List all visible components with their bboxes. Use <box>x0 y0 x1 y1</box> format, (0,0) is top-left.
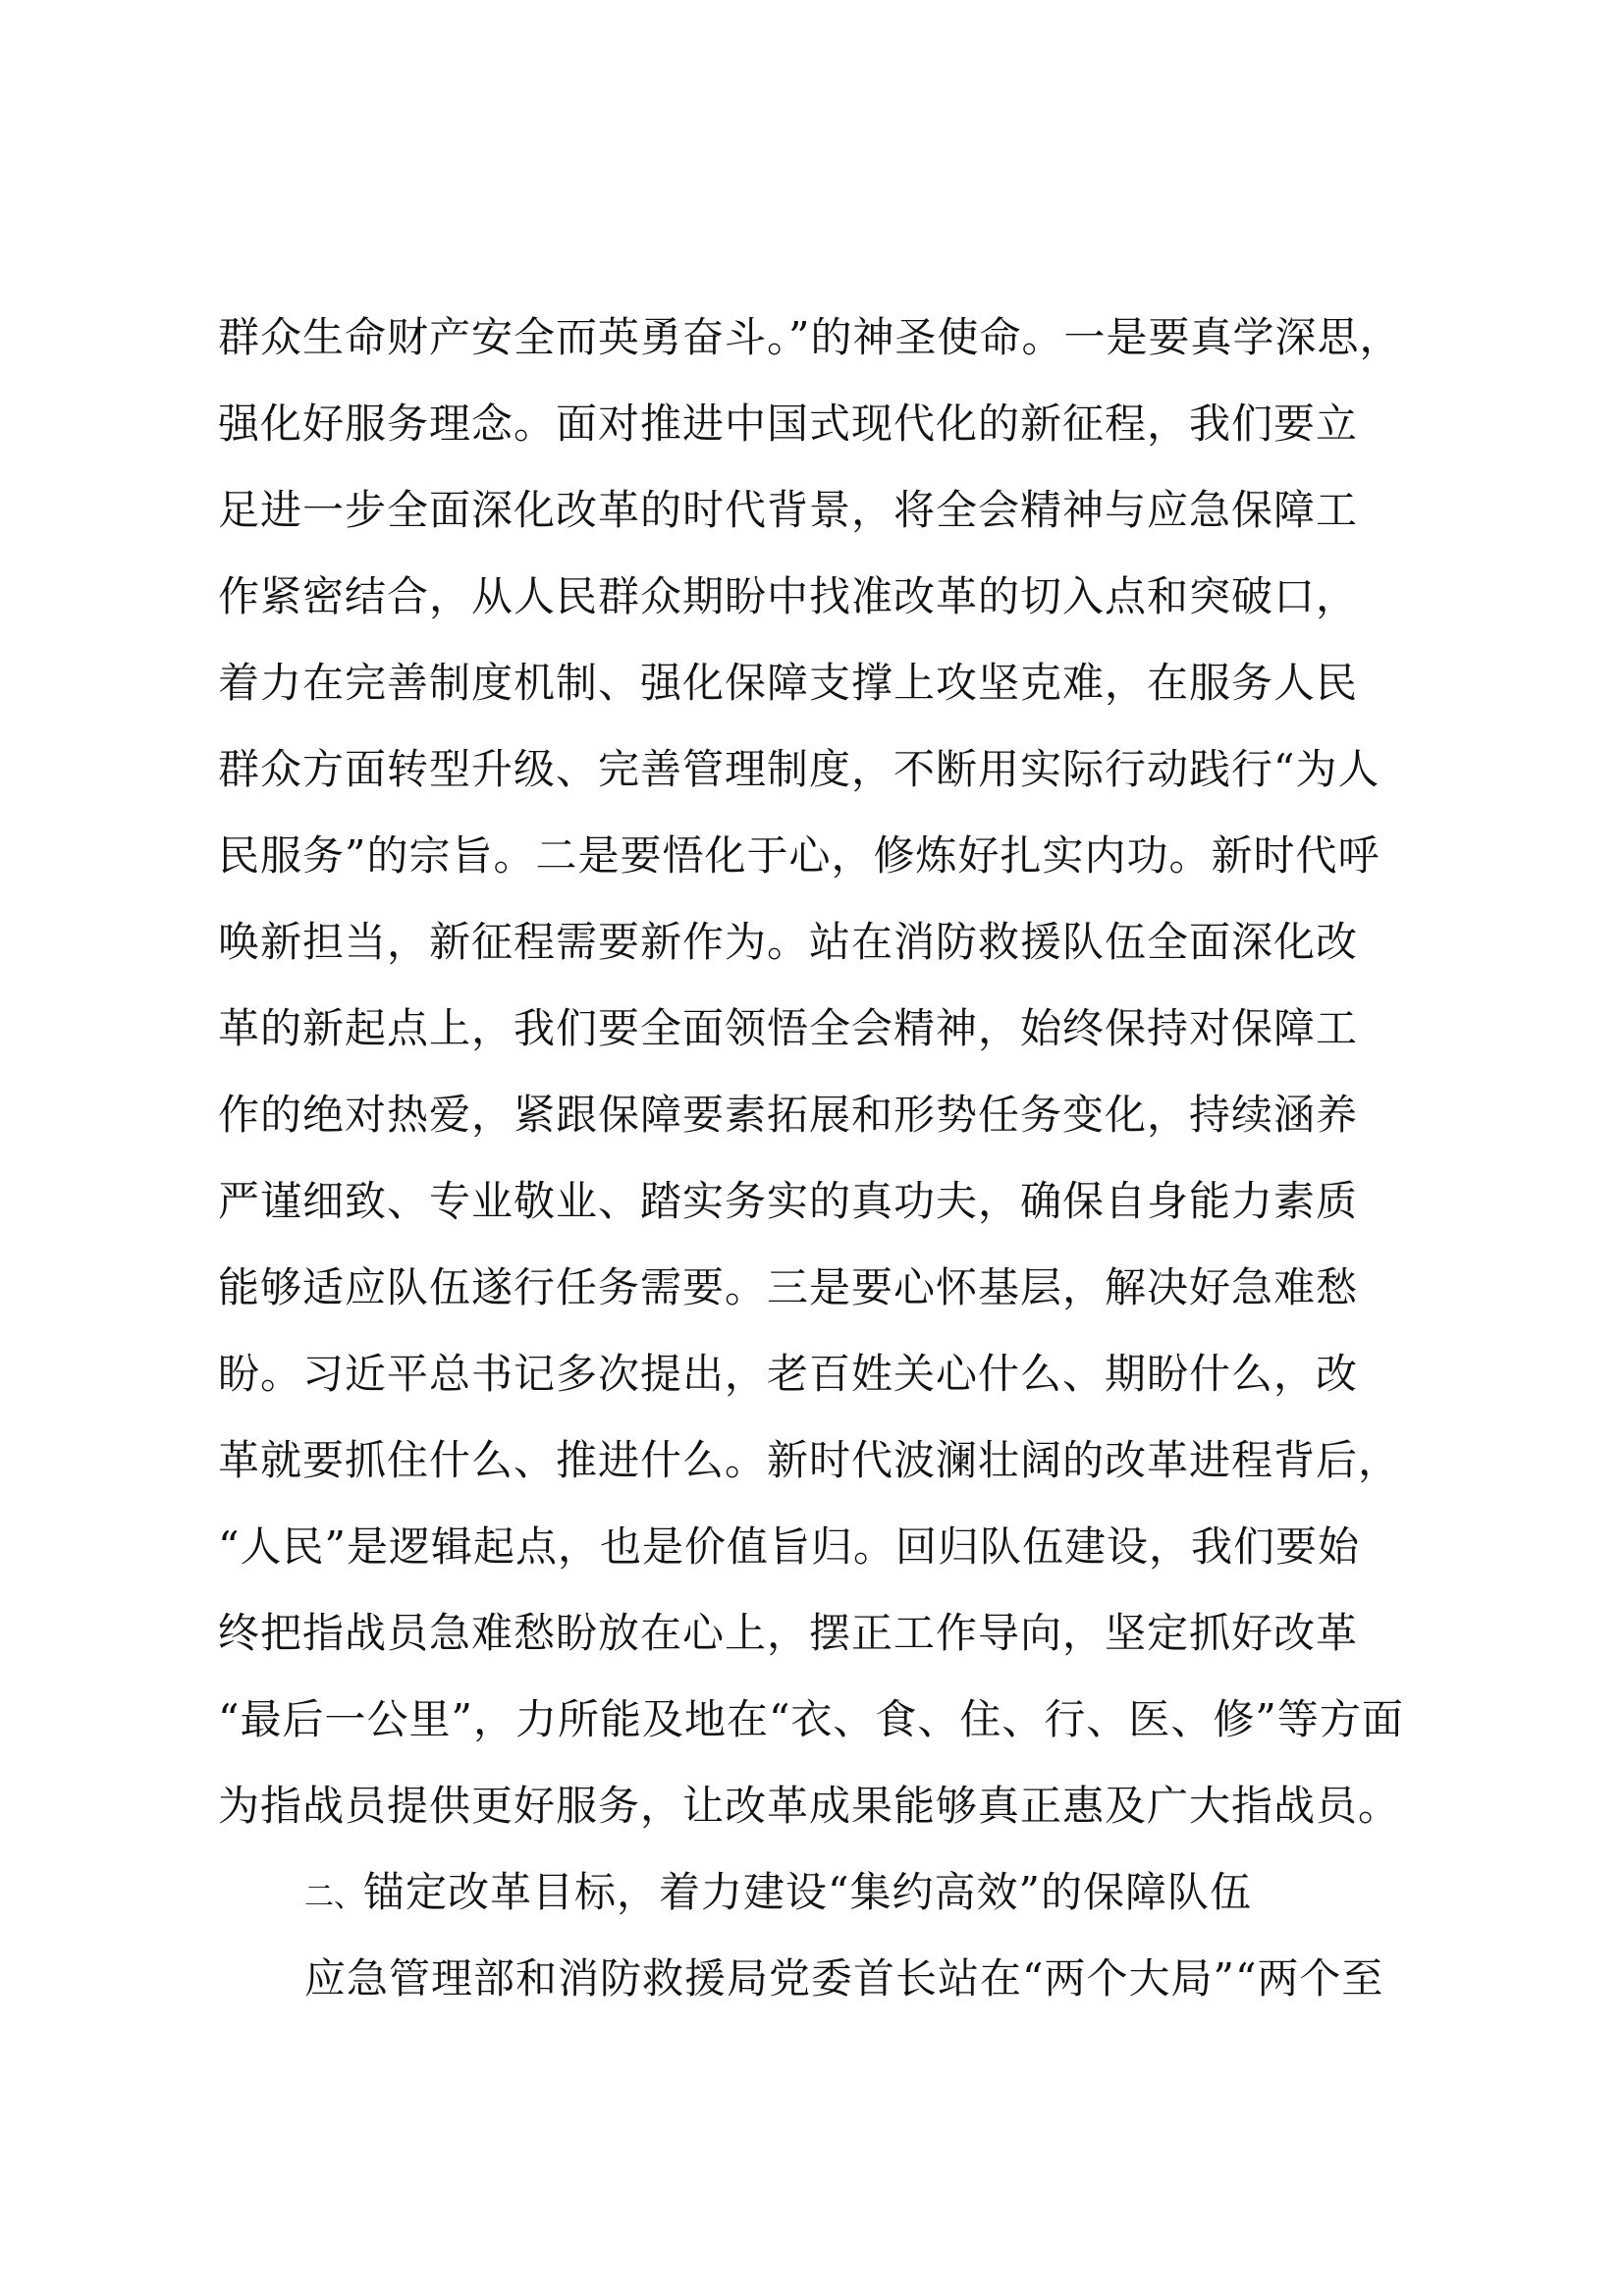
body-line-last: 应急管理部和消防救援局党委首长站在“两个大局”“两个至 <box>304 1954 1384 2002</box>
body-line-18: 为指战员提供更好服务，让改革成果能够真正惠及广大指战员。 <box>218 1782 1401 1830</box>
body-line-8: 唤新担当，新征程需要新作为。站在消防救援队伍全面深化改 <box>218 918 1359 966</box>
section-heading <box>304 1863 1252 1922</box>
body-line-6: 群众方面转型升级、完善管理制度，不断用实际行动践行“为人 <box>218 745 1380 793</box>
section-heading-number: 二、 <box>304 1880 363 1914</box>
body-line-1: 群众生命财产安全而英勇奋斗。”的神圣使命。一是要真学深思， <box>218 313 1402 361</box>
body-line-3: 足进一步全面深化改革的时代背景，将全会精神与应急保障工 <box>218 486 1359 534</box>
body-line-10: 作的绝对热爱，紧跟保障要素拓展和形势任务变化，持续涵养 <box>218 1091 1359 1139</box>
body-line-5: 着力在完善制度机制、强化保障支撑上攻坚克难，在服务人民 <box>218 659 1359 707</box>
body-line-9: 革的新起点上，我们要全面领悟全会精神，始终保持对保障工 <box>218 1004 1359 1052</box>
body-line-13: 盼。习近平总书记多次提出，老百姓关心什么、期盼什么，改 <box>218 1350 1359 1398</box>
body-line-16: 终把指战员急难愁盼放在心上，摆正工作导向，坚定抓好改革 <box>218 1609 1359 1657</box>
body-line-7: 民服务”的宗旨。二是要悟化于心，修炼好扎实内功。新时代呼 <box>218 831 1380 880</box>
section-heading-text: 锚定改革目标，着力建设“集约高效”的保障队伍 <box>363 1868 1252 1916</box>
body-line-14: 革就要抓住什么、推进什么。新时代波澜壮阔的改革进程背后， <box>218 1436 1401 1484</box>
body-line-4: 作紧密结合，从人民群众期盼中找准改革的切入点和突破口， <box>218 572 1359 620</box>
body-line-15: “人民”是逻辑起点，也是价值旨归。回归队伍建设，我们要始 <box>218 1522 1360 1571</box>
body-line-12: 能够适应队伍遂行任务需要。三是要心怀基层，解决好急难愁 <box>218 1263 1359 1311</box>
body-line-11: 严谨细致、专业敬业、踏实务实的真功夫，确保自身能力素质 <box>218 1177 1359 1225</box>
body-line-17: “最后一公里”，力所能及地在“衣、食、住、行、医、修”等方面 <box>218 1695 1404 1743</box>
body-line-2: 强化好服务理念。面对推进中国式现代化的新征程，我们要立 <box>218 400 1359 448</box>
